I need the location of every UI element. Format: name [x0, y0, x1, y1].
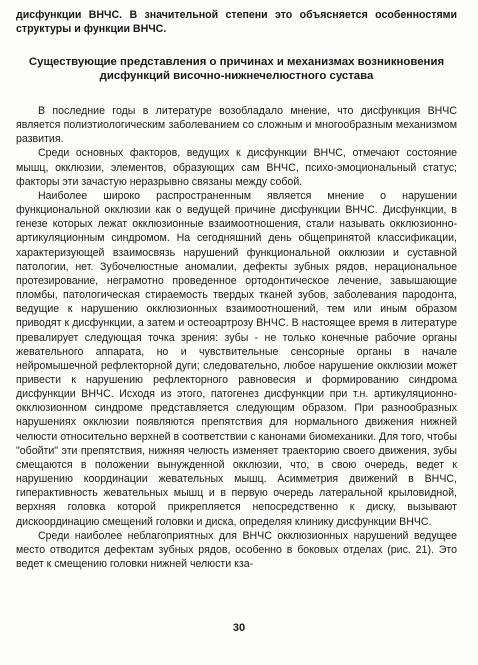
- body-text: [16, 104, 457, 571]
- intro-text: дисфункции ВНЧС. В значительной степени это объясняется особенностями структуры и функции ВНЧС.: [16, 9, 457, 36]
- page-number: 30: [232, 622, 246, 634]
- section-heading: Существующие представления о причинах и механизмах возникновения дисфункций височно-нижнечелюстного сустава: [28, 56, 445, 82]
- paragraph-3: Наиболее широко распространенным является мнение о нарушении функциональной окклюзии как о ведущей причине дисфункции ВНЧС. Дисфункции, в генезе которых лежат окклюзионные взаимоотношения, стали называть окклюзионно- артикуляционным синдромом. На сегодняшний день общепринятой классификации, характеризующей взаимосвязь нарушений функциональной окклюзии и суставной патологии, нет. Зубочелюстные аномалии, дефекты зубных рядов, нерациональное протезирование, неграмотно проведенное ортодонтическое лечение, завышающие пломбы, патологическая стираемость твердых тканей зубов, заболевания пародонта, ведущие к нарушению окклюзионных взаимоотношений, тем или иным образом приводят к дисфункции, а затем и остеоартрозу ВНЧС. В настоящее время в литературе превалирует следующая точка зрения: зубы - не только конечные рабочие органы жевательного аппарата, но и чувствительные сенсорные органы в начале нейромышечной рефлекторной дуги; следовательно, любое нарушение окклюзии может привести к нарушению рефлекторного равновесия и формированию синдрома дисфункции ВНЧС. Исходя из этого, патогенез дисфункции при т.н. артикуляционно-окклюзионном синдроме представляется следующим образом. При разнообразных нарушениях окклюзии появляются препятствия для нормального движения нижней челюсти относительно верхней в соответствии с канонами биомеханики. Для того, чтобы "обойти" эти препятствия, нижняя челюсть изменяет траекторию своего движения, зубы смещаются в положении вынужденной окклюзии, что, в свою очередь, ведет к нарушению координации жевательных мышц. Асимметрия движений в ВНЧС, гиперактивность жевательных мышц и в первую очередь латеральной крыловидной, верхняя головка которой прикрепляется непосредственно к диску, вызывают дискоординацию смещений головки и диска, определяя клинику дисфункции ВНЧС.: [16, 189, 457, 528]
- paragraph-2: Среди основных факторов, ведущих к дисфункции ВНЧС, отмечают состояние мышц, окклюзии, элементов, образующих сам ВНЧС, психо-эмоциональный статус; факторы эти зачастую неразрывно связаны между собой.: [16, 147, 457, 188]
- paragraph-1: В последние годы в литературе возобладало мнение, что дисфункция ВНЧС является полиэтиологическим заболеванием со сложным и многообразным механизмом развития.: [16, 105, 457, 146]
- paragraph-4: Среди наиболее неблагоприятных для ВНЧС окклюзионных нарушений ведущее место отводится дефектам зубных рядов, особенно в боковых отделах (рис. 21). Это ведет к смещению головки нижней челюсти кза-: [16, 529, 457, 570]
